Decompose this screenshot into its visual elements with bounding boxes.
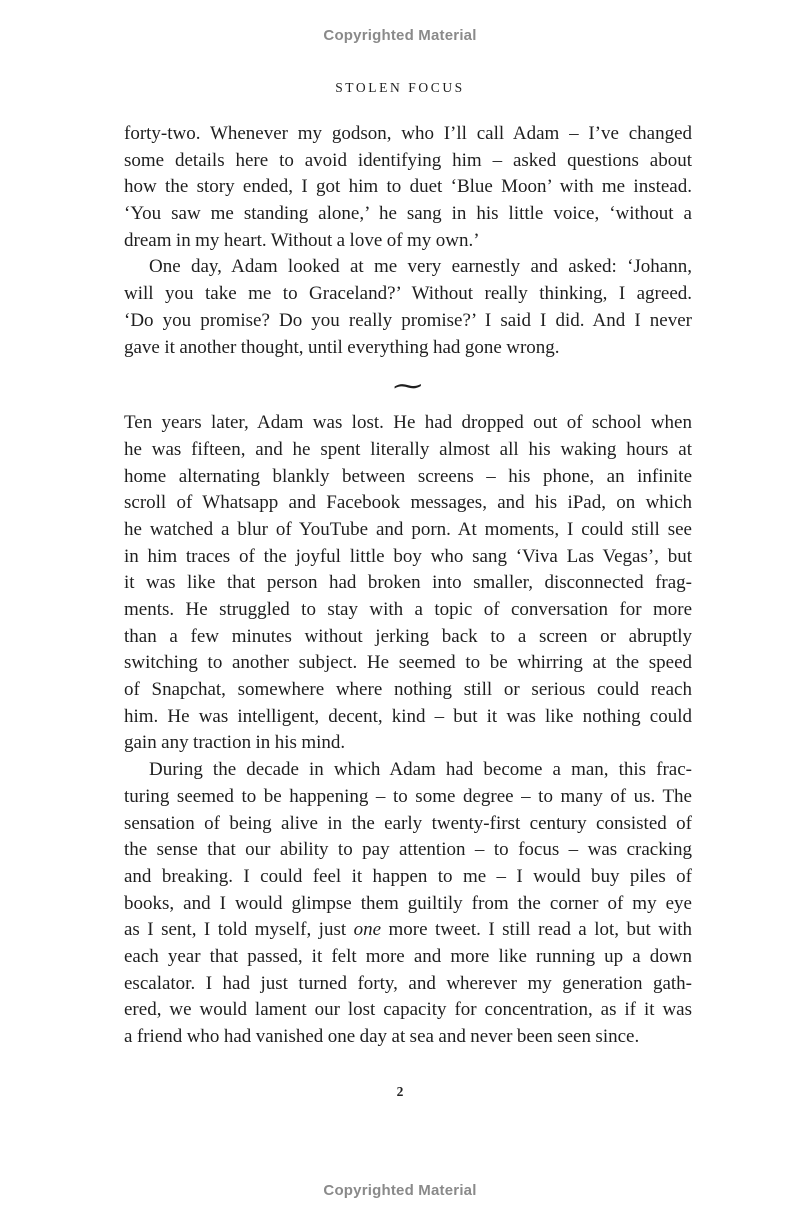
text-line: scroll of Whatsapp and Facebook messages, and his iPad, on which	[124, 492, 692, 514]
text-line: of Snapchat, somewhere where nothing still or serious could reach	[124, 679, 692, 701]
text-line: During the decade in which Adam had become a man, this frac-	[149, 759, 692, 781]
text-line: him. He was intelligent, decent, kind – but it was like nothing could	[124, 705, 692, 727]
text-line: One day, Adam looked at me very earnestly and asked: ‘Johann,	[149, 256, 692, 278]
text-line: some details here to avoid identifying him – asked questions about	[124, 149, 692, 171]
paragraph	[124, 410, 692, 757]
copyright-watermark-top: Copyrighted Material	[323, 27, 477, 44]
text-line: ered, we would lament our lost capacity for concentration, as if it was	[124, 999, 692, 1021]
running-head: STOLEN FOCUS	[335, 80, 465, 95]
paragraph	[124, 757, 692, 1051]
text-line: it was like that person had broken into smaller, disconnected frag-	[124, 572, 692, 594]
paragraph	[124, 121, 692, 254]
text-line: forty-two. Whenever my godson, who I’ll call Adam – I’ve changed	[124, 123, 692, 144]
text-line: switching to another subject. He seemed to be whirring at the speed	[124, 652, 692, 674]
text-line: how the story ended, I got him to duet ‘Blue Moon’ with me instead.	[124, 176, 692, 198]
section-divider	[124, 361, 692, 410]
text-line: he was fifteen, and he spent literally almost all his waking hours at	[124, 438, 692, 460]
text-line: gain any traction in his mind.	[124, 732, 346, 754]
text-line: in him traces of the joyful little boy who sang ‘Viva Las Vegas’, but	[124, 545, 692, 567]
text-line: home alternating blankly between screens – his phone, an infinite	[124, 465, 692, 487]
text-line: turing seemed to be happening – to some degree – to many of us. The	[124, 785, 692, 807]
tilde-divider-glyph: ∼	[390, 368, 426, 402]
text-line: Ten years later, Adam was lost. He had dropped out of school when	[124, 412, 692, 434]
text-line: as I sent, I told myself, just one more tweet. I still read a lot, but with	[124, 919, 692, 941]
text-line: than a few minutes without jerking back to a screen or abruptly	[124, 625, 692, 647]
copyright-watermark-bottom: Copyrighted Material	[323, 1182, 477, 1199]
text-line: ‘Do you promise? Do you really promise?’ I said I did. And I never	[124, 309, 692, 331]
text-line: ‘You saw me standing alone,’ he sang in his little voice, ‘without a	[124, 203, 692, 225]
text-line: sensation of being alive in the early twenty-first century consisted of	[124, 812, 692, 834]
text-line: he watched a blur of YouTube and porn. At moments, I could still see	[124, 518, 692, 540]
page-number: 2	[396, 1084, 404, 1099]
text-line: a friend who had vanished one day at sea and never been seen since.	[124, 1026, 640, 1047]
text-line: ments. He struggled to stay with a topic of conversation for more	[124, 599, 692, 620]
text-line: the sense that our ability to pay attention – to focus – was cracking	[124, 839, 692, 861]
text-line: escalator. I had just turned forty, and wherever my generation gath-	[124, 972, 692, 994]
text-line: each year that passed, it felt more and more like running up a down	[124, 945, 692, 967]
paragraph	[124, 254, 692, 361]
text-line: books, and I would glimpse them guiltily from the corner of my eye	[124, 892, 692, 914]
text-line: and breaking. I could feel it happen to me – I would buy piles of	[124, 865, 692, 887]
body-text	[124, 121, 692, 1051]
text-line: dream in my heart. Without a love of my own.’	[124, 229, 480, 251]
text-line: gave it another thought, until everything had gone wrong.	[124, 336, 560, 358]
text-line: will you take me to Graceland?’ Without really thinking, I agreed.	[124, 283, 692, 305]
